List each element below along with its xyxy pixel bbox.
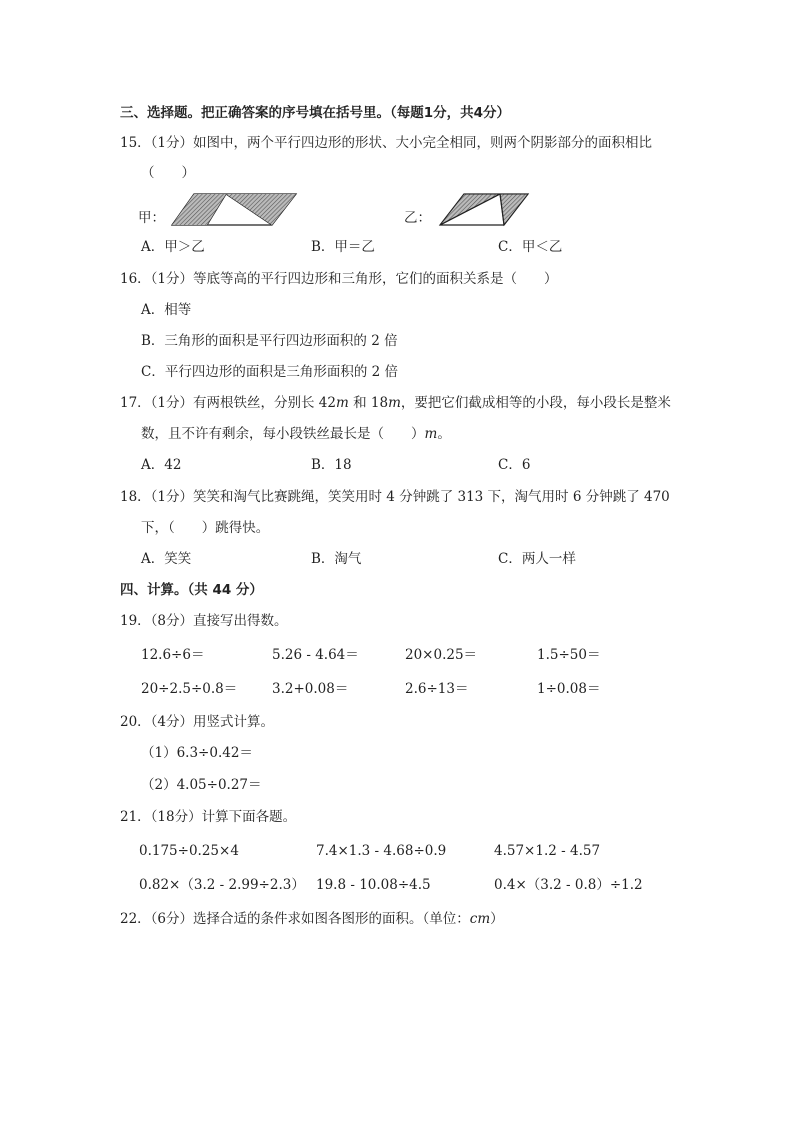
q18-stem-line2: 下，（ ）跳得快。 [141, 520, 270, 536]
q20-item-1: （1）6.3÷0.42＝ [141, 745, 253, 761]
q16-stem: 16．（1分）等底等高的平行四边形和三角形，它们的面积关系是（ ） [120, 271, 558, 287]
q15-label-yi: 乙： [404, 210, 431, 226]
q20-title: 20．（4分）用竖式计算。 [120, 714, 275, 730]
q19-item: 20÷2.5÷0.8＝ [141, 681, 238, 697]
q15-option-b: B．甲＝乙 [311, 239, 375, 255]
q21-title: 21．（18分）计算下面各题。 [120, 809, 297, 825]
q19-item: 2.6÷13＝ [405, 681, 469, 697]
q21-item: 0.82×（3.2 - 2.99÷2.3） [139, 877, 305, 893]
q16-option-a: A．相等 [141, 302, 192, 318]
q15-label-jia: 甲： [138, 210, 165, 226]
section-3-title: 三、选择题。把正确答案的序号填在括号里。（每题1分，共4分） [120, 105, 511, 121]
q15-blank: （ ） [141, 165, 195, 181]
q20-item-2: （2）4.05÷0.27＝ [141, 777, 262, 793]
q19-item: 1÷0.08＝ [537, 681, 601, 697]
shaded-triangle-right [500, 194, 528, 225]
q18-option-a: A．笑笑 [141, 551, 192, 567]
q18-stem-line1: 18．（1分）笑笑和淘气比赛跳绳，笑笑用时 4 分钟跳了 313 下，淘气用时 6 分钟跳了 470 [120, 489, 670, 505]
q17-option-b: B．18 [311, 457, 352, 473]
q18-option-b: B．淘气 [311, 551, 362, 567]
q21-item: 0.175÷0.25×4 [139, 843, 239, 859]
q19-title: 19．（8分）直接写出得数。 [120, 613, 288, 629]
q19-item: 3.2+0.08＝ [272, 681, 349, 697]
q16-option-c: C．平行四边形的面积是三角形面积的 2 倍 [141, 364, 399, 380]
q21-item: 4.57×1.2 - 4.57 [494, 843, 601, 859]
q21-item: 7.4×1.3 - 4.68÷0.9 [316, 843, 447, 859]
q16-option-b: B．三角形的面积是平行四边形面积的 2 倍 [141, 333, 398, 349]
q15-option-a: A．甲＞乙 [141, 239, 205, 255]
q17-option-c: C．6 [498, 457, 531, 473]
q18-option-c: C．两人一样 [498, 551, 576, 567]
q15-option-c: C．甲＜乙 [498, 239, 563, 255]
q21-item: 19.8 - 10.08÷4.5 [316, 877, 431, 893]
q15-stem: 15．（1分）如图中，两个平行四边形的形状、大小完全相同，则两个阴影部分的面积相比 [120, 135, 653, 151]
parallelogram-yi-figure [438, 192, 530, 228]
q17-stem-line1: 17．（1分）有两根铁丝，分别长 42m 和 18m，要把它们截成相等的小段，每小段长是整米 [120, 395, 671, 411]
section-4-title: 四、计算。（共 44 分） [120, 582, 263, 598]
q21-item: 0.4×（3.2 - 0.8）÷1.2 [494, 877, 643, 893]
q19-item: 1.5÷50＝ [537, 647, 601, 663]
parallelogram-jia-figure [170, 192, 300, 228]
q19-item: 20×0.25＝ [405, 647, 478, 663]
q22-stem: 22．（6分）选择合适的条件求如图各图形的面积。（单位：cm） [120, 911, 504, 927]
q17-option-a: A．42 [141, 457, 182, 473]
q17-stem-line2: 数，且不许有剩余，每小段铁丝最长是（ ）m。 [141, 426, 451, 442]
q19-item: 12.6÷6＝ [141, 647, 205, 663]
q19-item: 5.26 - 4.64＝ [272, 647, 359, 663]
